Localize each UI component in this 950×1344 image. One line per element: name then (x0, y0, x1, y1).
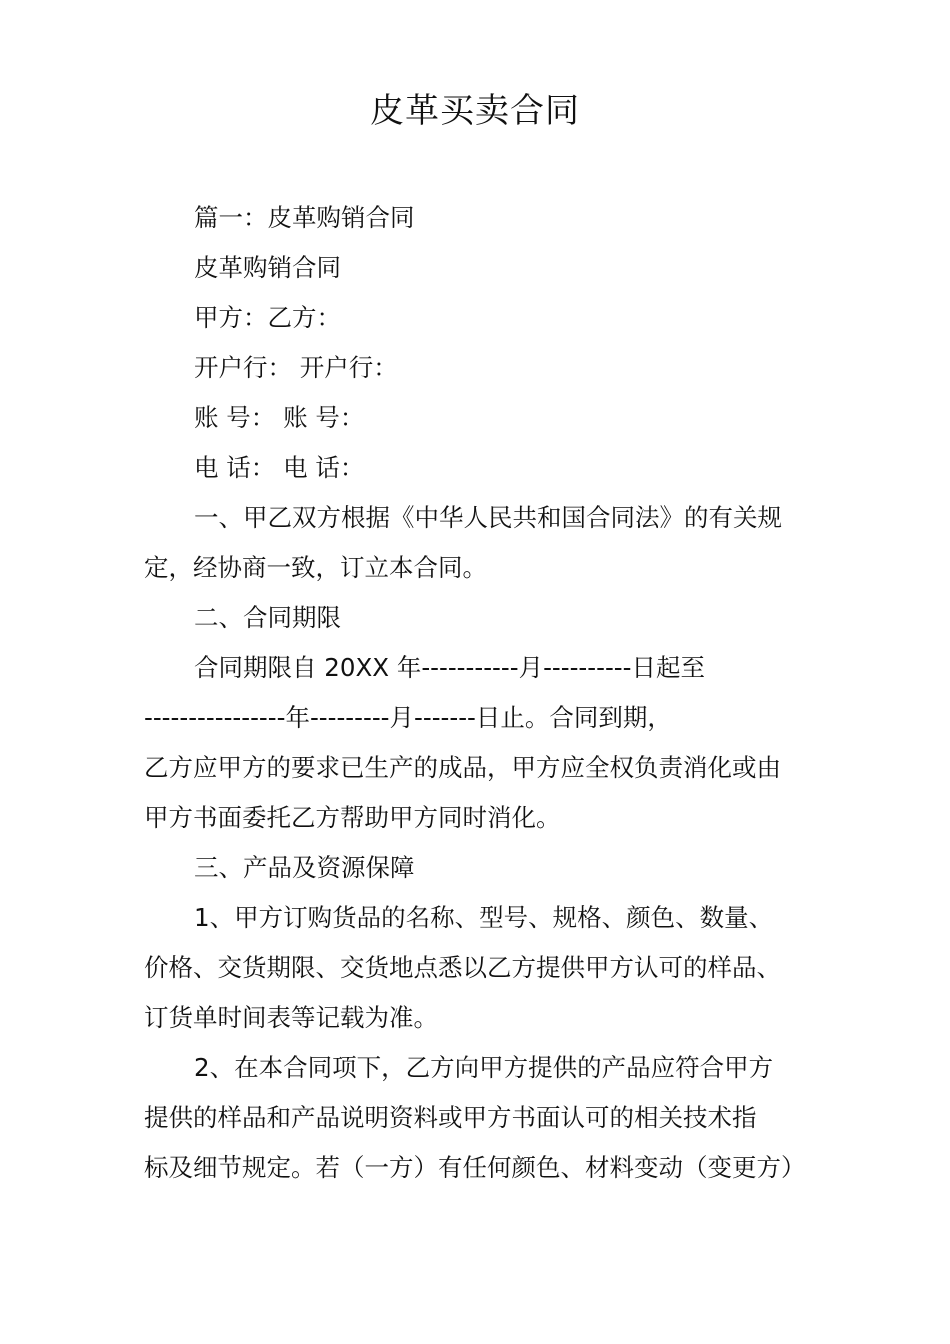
paragraph-line: 2、在本合同项下，乙方向甲方提供的产品应符合甲方 (194, 1053, 774, 1082)
section-heading: 二、合同期限 (194, 603, 341, 632)
party-line: 甲方：乙方： (194, 303, 341, 332)
paragraph-line: 订货单时间表等记载为准。 (144, 1003, 438, 1032)
paragraph-line: 合同期限自 20XX 年-----------月----------日起至 (194, 653, 705, 682)
paragraph-line: 定，经协商一致，订立本合同。 (144, 553, 487, 582)
bank-line: 开户行： 开户行： (194, 353, 398, 382)
phone-line: 电 话： 电 话： (194, 453, 365, 482)
paragraph-line: ----------------年---------月-------日止。合同到期， (144, 703, 672, 732)
paragraph-line: 1、甲方订购货品的名称、型号、规格、颜色、数量、 (194, 903, 774, 932)
account-line: 账 号： 账 号： (194, 403, 365, 432)
paragraph-line: 标及细节规定。若（一方）有任何颜色、材料变动（变更方） (144, 1153, 806, 1182)
paragraph-line: 提供的样品和产品说明资料或甲方书面认可的相关技术指 (144, 1103, 757, 1132)
section-heading: 三、产品及资源保障 (194, 853, 415, 882)
contract-name: 皮革购销合同 (194, 253, 341, 282)
paragraph-line: 甲方书面委托乙方帮助甲方同时消化。 (144, 803, 561, 832)
paragraph-line: 价格、交货期限、交货地点悉以乙方提供甲方认可的样品、 (144, 953, 781, 982)
paragraph-line: 乙方应甲方的要求已生产的成品，甲方应全权负责消化或由 (144, 753, 781, 782)
paragraph-line: 一、甲乙双方根据《中华人民共和国合同法》的有关规 (194, 503, 782, 532)
section-heading-1: 篇一：皮革购销合同 (194, 203, 415, 232)
document-title: 皮革买卖合同 (370, 91, 580, 131)
